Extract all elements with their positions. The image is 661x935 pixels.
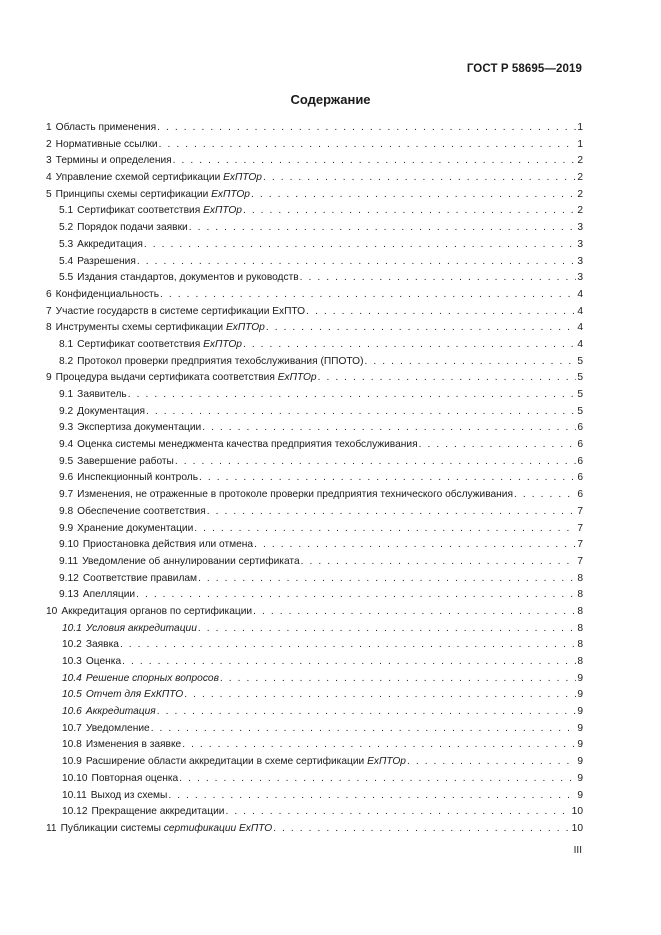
toc-entry — [46, 521, 583, 538]
toc-entry-title — [56, 170, 262, 187]
toc-entry-text: Повторная оценка — [91, 772, 179, 784]
toc-entry-title — [77, 454, 174, 471]
toc-entry-page: 6 — [577, 455, 583, 467]
toc-entry-title — [86, 737, 181, 754]
dot-leader — [301, 554, 577, 571]
toc-entry-number: 9.10 — [59, 539, 79, 551]
dot-leader — [254, 537, 576, 554]
toc-entry-title — [86, 621, 197, 638]
toc-entry-number: 10.7 — [62, 722, 82, 734]
toc-entry-title — [77, 404, 145, 421]
dot-leader — [266, 320, 576, 337]
toc-entry-number: 3 — [46, 155, 52, 167]
toc-entry-number: 5.2 — [59, 222, 74, 234]
toc-entry — [46, 187, 583, 204]
toc-entry-page: 4 — [577, 288, 583, 300]
toc-entry-text: Оценка — [85, 656, 122, 667]
toc-entry-text: Соответствие правилам — [82, 572, 198, 584]
toc-entry-title — [56, 304, 305, 321]
toc-entry-page: 2 — [577, 188, 583, 200]
toc-entry-page: 5 — [577, 355, 583, 367]
toc-entry-page: 9 — [577, 689, 583, 701]
toc-entry-page: 2 — [577, 172, 583, 184]
toc-entry — [46, 754, 583, 771]
toc-entry-page: 9 — [577, 739, 583, 751]
toc-entry-number: 5 — [46, 188, 52, 200]
toc-entry — [46, 687, 583, 704]
toc-entry-text: Апелляции — [82, 589, 136, 601]
toc-entry — [46, 804, 583, 821]
toc-entry-text: Завершение работы — [77, 455, 174, 467]
toc-entry-page: 5 — [577, 372, 583, 384]
toc-entry-title — [82, 554, 300, 571]
toc-entry-page: 3 — [577, 272, 583, 284]
toc-entry-number: 10.8 — [62, 739, 82, 751]
toc-entry-emphasis: ЕхПТОр — [203, 338, 242, 350]
toc-entry-title — [77, 420, 201, 437]
toc-entry-title — [86, 754, 406, 771]
toc-entry — [46, 621, 583, 638]
toc-entry-number: 8 — [46, 322, 52, 334]
toc-entry-title — [61, 604, 252, 621]
toc-entry-number: 9.1 — [59, 389, 74, 400]
dot-leader — [202, 420, 576, 437]
toc-entry-page: 7 — [577, 539, 583, 551]
toc-entry — [46, 120, 583, 137]
toc-entry-number: 9.12 — [59, 572, 79, 584]
toc-entry-text: Приостановка действия или отмена — [82, 539, 254, 551]
toc-entry-emphasis: ЕхПТОр — [225, 322, 265, 334]
toc-entry-title — [77, 387, 127, 404]
dot-leader — [175, 454, 576, 471]
toc-entry — [46, 237, 583, 254]
toc-entry-text: Область применения — [55, 122, 157, 133]
toc-entry-page: 8 — [577, 656, 583, 667]
dot-leader — [198, 571, 576, 588]
toc-entry-number: 9.3 — [59, 422, 74, 434]
dot-leader — [220, 671, 576, 688]
toc-entry-title — [56, 187, 250, 204]
toc-entry-page: 7 — [577, 522, 583, 534]
toc-entry-title — [92, 804, 225, 821]
toc-entry-title — [77, 270, 299, 287]
toc-entry-title — [86, 637, 119, 654]
toc-entry-emphasis: ЕхПТОр — [277, 372, 317, 384]
dot-leader — [128, 387, 577, 404]
toc-entry-page: 6 — [577, 489, 583, 501]
toc-entry-page: 7 — [577, 505, 583, 517]
toc-entry-page: 1 — [577, 122, 583, 133]
toc-entry-number: 5.5 — [59, 272, 74, 284]
toc-entry-number: 10.11 — [62, 789, 87, 801]
toc-entry-title — [77, 470, 198, 487]
dot-leader — [179, 771, 576, 788]
toc-entry — [46, 771, 583, 788]
toc-entry-number: 10.10 — [62, 772, 88, 784]
toc-entry-text: Управление схемой сертификации — [55, 172, 221, 184]
toc-entry-number: 10.4 — [62, 672, 82, 684]
dot-leader — [243, 203, 576, 220]
document-id: ГОСТ Р 58695—2019 — [466, 63, 582, 75]
dot-leader — [160, 287, 576, 304]
toc-entry — [46, 537, 583, 554]
toc-entry-page: 4 — [577, 322, 583, 334]
toc-entry — [46, 137, 583, 154]
dot-leader — [189, 220, 577, 237]
dot-leader — [151, 721, 577, 738]
toc-entry-number: 6 — [46, 288, 52, 300]
toc-entry-title — [56, 120, 156, 137]
toc-entry-number: 9.13 — [59, 589, 79, 601]
dot-leader — [157, 120, 576, 137]
toc-entry-title — [83, 537, 253, 554]
toc-entry — [46, 420, 583, 437]
toc-entry — [46, 320, 583, 337]
dot-leader — [146, 404, 576, 421]
toc-entry — [46, 304, 583, 321]
toc-entry-text: Термины и определения — [55, 155, 172, 167]
toc-entry-page: 8 — [577, 605, 583, 617]
toc-entry-text: Инспекционный контроль — [77, 472, 199, 484]
toc-entry-emphasis: ЕхПТОр — [211, 188, 250, 200]
toc-entry-title — [83, 587, 135, 604]
toc-entry-page: 4 — [577, 338, 583, 350]
toc-entry-text: Уведомление — [85, 722, 150, 734]
toc-entry-number: 9.11 — [59, 555, 79, 567]
toc-entry-text: Прекращение аккредитации — [91, 806, 225, 818]
toc-entry-text: Оценка системы менеджмента качества предприятия техобслуживания — [77, 439, 418, 451]
toc-entry — [46, 437, 583, 454]
toc-entry-title — [77, 220, 188, 237]
toc-entry — [46, 220, 583, 237]
toc-entry-text: Аккредитация — [77, 238, 143, 250]
toc-entry-title — [83, 571, 197, 588]
toc-entry-text: Решение спорных вопросов — [85, 672, 219, 684]
toc-entry-title — [91, 788, 168, 805]
toc-entry-page: 6 — [577, 422, 583, 434]
toc-entry — [46, 287, 583, 304]
toc-entry-page: 2 — [577, 205, 583, 217]
toc-entry-number: 11 — [46, 822, 57, 834]
toc-entry-title — [77, 354, 363, 371]
dot-leader — [365, 354, 577, 371]
dot-leader — [514, 487, 576, 504]
toc-entry-emphasis: ЕхПТОр — [367, 756, 406, 768]
toc-entry-title — [77, 437, 417, 454]
dot-leader — [136, 587, 576, 604]
toc-entry-number: 10.12 — [62, 806, 88, 818]
toc-entry-title — [86, 687, 183, 704]
toc-entry-number: 8.1 — [59, 338, 74, 350]
toc-entry-text: Порядок подачи заявки — [77, 222, 188, 234]
toc-entry-page: 9 — [577, 672, 583, 684]
toc-entry-number: 10.6 — [62, 706, 82, 718]
toc-entry-emphasis: ЕхПТОр — [223, 172, 262, 184]
toc-entry-text: Процедура выдачи сертификата соответствия — [55, 372, 275, 384]
dot-leader — [419, 437, 577, 454]
toc-entry-emphasis: ЕхПТОр — [203, 205, 242, 217]
toc-entry — [46, 370, 583, 387]
dot-leader — [318, 370, 577, 387]
toc-entry-number: 10.1 — [62, 622, 82, 634]
toc-entry — [46, 254, 583, 271]
dot-leader — [198, 621, 576, 638]
toc-entry — [46, 270, 583, 287]
toc-entry-number: 5.4 — [59, 255, 74, 267]
dot-leader — [243, 337, 576, 354]
toc-entry-page: 4 — [577, 305, 583, 317]
dot-leader — [137, 254, 576, 271]
toc-entry — [46, 354, 583, 371]
toc-entry-page: 10 — [571, 806, 583, 818]
toc-entry-page: 2 — [577, 155, 583, 167]
toc-entry-page: 3 — [577, 238, 583, 250]
toc-entry-title — [56, 370, 317, 387]
toc-entry — [46, 587, 583, 604]
dot-leader — [182, 737, 576, 754]
toc-entry-text: Конфиденциальность — [55, 288, 160, 300]
toc-entry-number: 10 — [46, 605, 58, 617]
toc-entry — [46, 153, 583, 170]
toc-entry-text: Аккредитация — [85, 706, 156, 718]
toc-entry-text: Хранение документации — [77, 522, 194, 534]
dot-leader — [207, 504, 577, 521]
dot-leader — [273, 821, 570, 838]
toc-entry-number: 10.2 — [62, 639, 82, 651]
toc-entry-page: 7 — [577, 555, 583, 567]
toc-entry-page: 6 — [577, 472, 583, 484]
toc-entry-page: 9 — [577, 772, 583, 784]
toc-entry-number: 9 — [46, 372, 52, 384]
toc-entry-number: 4 — [46, 172, 52, 184]
dot-leader — [157, 704, 577, 721]
page-number: III — [573, 845, 582, 856]
toc-entry-text: Сертификат соответствия — [77, 338, 201, 350]
toc-entry-text: Инструменты схемы сертификации — [55, 322, 224, 334]
toc-entry-title — [77, 254, 136, 271]
toc-entry-number: 5.1 — [59, 205, 74, 217]
toc-entry-title — [77, 203, 242, 220]
toc-entry — [46, 671, 583, 688]
toc-entry-number: 9.9 — [59, 522, 74, 534]
toc-entry — [46, 604, 583, 621]
toc-entry-text: Изменения, не отраженные в протоколе проверки предприятия технического обслуживания — [77, 489, 514, 501]
toc-entry-title — [56, 137, 158, 154]
toc-entry-emphasis: сертификации ЕхПТО — [163, 822, 273, 834]
toc-entry-text: Обеспечение соответствия — [77, 505, 206, 517]
toc-entry-page: 8 — [577, 622, 583, 634]
toc-entry-text: Экспертиза документации — [77, 422, 202, 434]
toc-entry-number: 9.8 — [59, 505, 74, 517]
dot-leader — [407, 754, 576, 771]
toc-entry-number: 1 — [46, 122, 52, 133]
toc-entry-page: 3 — [577, 222, 583, 234]
toc-entry-number: 5.3 — [59, 238, 74, 250]
toc-entry-page: 8 — [577, 589, 583, 601]
toc-entry-text: Заявка — [85, 639, 119, 651]
toc-entry — [46, 737, 583, 754]
toc-entry — [46, 821, 583, 838]
toc-entry-page: 8 — [577, 639, 583, 651]
toc-entry-number: 2 — [46, 138, 52, 150]
dot-leader — [184, 687, 576, 704]
toc-entry-title — [77, 237, 143, 254]
dot-leader — [300, 270, 577, 287]
toc-entry — [46, 554, 583, 571]
toc-entry-text: Выход из схемы — [90, 789, 168, 801]
dot-leader — [306, 304, 576, 321]
toc-entry-page: 9 — [577, 706, 583, 718]
toc-entry-text: Условия аккредитации — [85, 622, 197, 634]
toc-entry — [46, 454, 583, 471]
toc-entry-title — [56, 320, 265, 337]
toc-entry — [46, 504, 583, 521]
page-title: Содержание — [290, 92, 371, 107]
toc-entry-page: 10 — [571, 822, 583, 834]
toc-entry-page: 9 — [577, 722, 583, 734]
toc-entry — [46, 637, 583, 654]
toc-entry-number: 10.3 — [62, 656, 82, 667]
dot-leader — [251, 187, 576, 204]
toc-entry-text: Расширение области аккредитации в схеме сертификации — [85, 756, 365, 768]
toc-entry-text: Аккредитация органов по сертификации — [61, 605, 253, 617]
toc-entry-number: 9.2 — [59, 405, 74, 417]
toc-entry-text: Заявитель — [77, 389, 127, 400]
toc-entry-title — [86, 671, 219, 688]
toc-entry — [46, 203, 583, 220]
toc-entry-title — [77, 337, 242, 354]
toc-entry-text: Протокол проверки предприятия техобслуживания (ППОТО) — [77, 355, 364, 367]
toc-entry — [46, 404, 583, 421]
toc-entry-title — [77, 487, 513, 504]
toc-entry-page: 5 — [577, 405, 583, 417]
toc-entry — [46, 788, 583, 805]
toc-entry-text: Нормативные ссылки — [55, 138, 158, 150]
toc-entry-title — [92, 771, 179, 788]
toc-entry-page: 6 — [577, 439, 583, 451]
dot-leader — [120, 637, 576, 654]
toc-entry-title — [56, 287, 159, 304]
toc-entry-number: 10.5 — [62, 689, 82, 701]
toc-entry-text: Участие государств в системе сертификации ЕхПТО — [55, 305, 306, 317]
toc-entry — [46, 721, 583, 738]
toc-entry-page: 1 — [577, 138, 583, 150]
toc-entry — [46, 654, 583, 671]
toc-entry — [46, 487, 583, 504]
toc-entry — [46, 387, 583, 404]
toc-entry-text: Разрешения — [77, 255, 136, 267]
toc-entry-number: 7 — [46, 305, 52, 317]
toc-entry — [46, 470, 583, 487]
dot-leader — [225, 804, 570, 821]
dot-leader — [159, 137, 577, 154]
toc-entry — [46, 170, 583, 187]
toc-entry-number: 9.6 — [59, 472, 74, 484]
toc-entry-title — [77, 521, 193, 538]
toc-entry-number: 9.4 — [59, 439, 74, 451]
dot-leader — [253, 604, 576, 621]
toc-entry-number: 10.9 — [62, 756, 82, 768]
toc-entry-page: 9 — [577, 756, 583, 768]
toc-entry-title — [86, 721, 150, 738]
toc-entry — [46, 704, 583, 721]
toc-entry-number: 9.5 — [59, 455, 74, 467]
toc-entry-text: Уведомление об аннулировании сертификата — [82, 555, 300, 567]
toc-entry-page: 8 — [577, 572, 583, 584]
toc-entry-title — [86, 704, 156, 721]
toc-entry-text: Изменения в заявке — [85, 739, 182, 751]
toc-entry-text: Публикации системы — [60, 822, 161, 834]
toc-entry-text: Отчет для ЕхКПТО — [85, 689, 184, 701]
toc-entry — [46, 571, 583, 588]
toc-entry-page: 5 — [577, 389, 583, 400]
toc-entry-text: Принципы схемы сертификации — [55, 188, 209, 200]
toc-entry-title — [86, 654, 121, 671]
table-of-contents — [46, 120, 583, 838]
dot-leader — [168, 788, 576, 805]
toc-entry-title — [77, 504, 206, 521]
dot-leader — [199, 470, 576, 487]
toc-entry-page: 9 — [577, 789, 583, 801]
dot-leader — [194, 521, 576, 538]
toc-entry — [46, 337, 583, 354]
toc-entry-text: Сертификат соответствия — [77, 205, 201, 217]
toc-entry-number: 8.2 — [59, 355, 74, 367]
dot-leader — [173, 153, 577, 170]
dot-leader — [122, 654, 576, 671]
toc-entry-text: Документация — [77, 405, 145, 417]
dot-leader — [263, 170, 576, 187]
toc-entry-page: 3 — [577, 255, 583, 267]
toc-entry-title — [61, 821, 273, 838]
toc-entry-title — [56, 153, 172, 170]
toc-entry-text: Издания стандартов, документов и руководств — [77, 272, 299, 284]
toc-entry-number: 9.7 — [59, 489, 74, 501]
dot-leader — [144, 237, 576, 254]
